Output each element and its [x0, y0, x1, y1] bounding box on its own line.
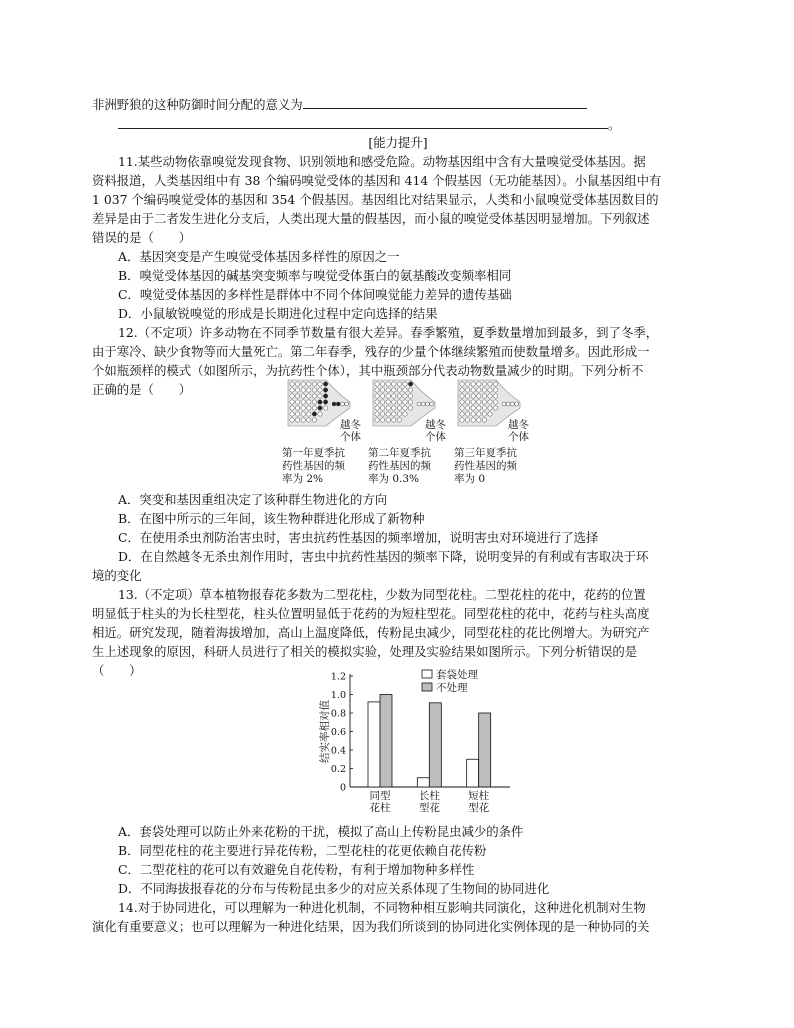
- winter-label: 个体: [425, 431, 446, 443]
- intro-text: 非洲野狼的这种防御时间分配的意义为: [92, 97, 303, 112]
- individual: [307, 406, 311, 410]
- individual: [477, 406, 481, 410]
- winter-individual: [421, 402, 425, 406]
- individual: [397, 412, 401, 416]
- individual: [477, 394, 481, 398]
- q13-line: 明显低于柱头的为长柱型花，柱头位置明显低于花药的为短柱型花。同型花柱的花中，花药与柱头高度: [92, 606, 650, 621]
- individual: [386, 400, 390, 404]
- individual: [471, 382, 475, 386]
- legend-swatch: [422, 683, 432, 691]
- individual: [375, 394, 379, 398]
- individual: [312, 418, 316, 422]
- legend-label: 套袋处理: [436, 669, 478, 681]
- category-label: 型花: [468, 802, 490, 814]
- q12-line: 正确的是（ ）: [92, 382, 192, 397]
- individual: [477, 418, 481, 422]
- individual: [403, 394, 407, 398]
- category-label: 型花: [418, 802, 440, 814]
- individual: [386, 418, 390, 422]
- individual: [403, 382, 407, 386]
- individual: [301, 394, 305, 398]
- individual: [307, 412, 311, 416]
- q11-line: 错误的是（ ）: [92, 230, 192, 245]
- y-tick-label: 1.2: [330, 671, 346, 683]
- individual: [471, 388, 475, 392]
- individual: [493, 406, 497, 410]
- figure-caption: 药性基因的频: [282, 460, 345, 472]
- individual: [295, 394, 299, 398]
- bar: [467, 759, 479, 787]
- q11-line: 资料报道，人类基因组中有 38 个编码嗅觉受体的基因和 414 个假基因（无功能基因）。小鼠基因组中有: [92, 173, 662, 188]
- individual: [471, 406, 475, 410]
- individual: [465, 400, 469, 404]
- category-label: 短柱: [468, 790, 490, 802]
- y-tick-label: 1.0: [330, 690, 346, 701]
- bar: [380, 695, 392, 788]
- individual: [397, 400, 401, 404]
- individual: [290, 406, 294, 410]
- individual: [488, 406, 492, 410]
- q12-option-b: B．在图中所示的三年间，该生物种群进化形成了新物种: [118, 511, 425, 526]
- y-axis-label: 结实率相对值: [319, 700, 331, 763]
- individual: [397, 418, 401, 422]
- individual: [318, 412, 322, 416]
- individual: [488, 400, 492, 404]
- individual: [307, 418, 311, 422]
- individual: [290, 382, 294, 386]
- individual: [465, 406, 469, 410]
- winter-individual: [515, 402, 519, 406]
- individual: [380, 418, 384, 422]
- individual: [460, 412, 464, 416]
- bottleneck-figure: [280, 376, 550, 488]
- individual: [380, 394, 384, 398]
- individual: [307, 382, 311, 386]
- category-label: 长柱: [418, 790, 440, 802]
- individual: [488, 394, 492, 398]
- q13-line: 相近。研究发现，随着海拔增加，高山上温度降低，传粉昆虫减少，同型花柱的花比例增大。为研究产: [92, 625, 650, 640]
- individual: [295, 406, 299, 410]
- individual: [403, 400, 407, 404]
- individual: [312, 406, 316, 410]
- individual: [380, 412, 384, 416]
- q12-line: 个如瓶颈样的模式（如图所示，为抗药性个体），其中瓶颈部分代表动物数量减少的时期。下列分析不: [92, 363, 644, 378]
- bar-chart: [310, 666, 520, 820]
- q13-line: 生上述现象的原因，科研人员进行了相关的模拟实验，处理及实验结果如图所示。下列分析错误的是: [92, 644, 638, 659]
- figure-caption: 第三年夏季抗: [454, 447, 517, 459]
- winter-individual: [510, 402, 514, 406]
- individual: [482, 412, 486, 416]
- individual: [460, 418, 464, 422]
- individual: [323, 406, 327, 410]
- bar: [368, 702, 380, 787]
- individual: [408, 406, 412, 410]
- individual: [380, 388, 384, 392]
- winter-individual: [340, 402, 344, 406]
- individual: [301, 412, 305, 416]
- individual: [408, 400, 412, 404]
- individual: [403, 388, 407, 392]
- individual: [482, 394, 486, 398]
- resistant-individual: [323, 394, 327, 398]
- individual: [460, 394, 464, 398]
- individual: [295, 412, 299, 416]
- individual: [375, 388, 379, 392]
- figure-caption: 率为 0: [454, 473, 486, 485]
- individual: [312, 382, 316, 386]
- q14-line: 14.对于协同进化，可以理解为一种进化机制，不同物种相互影响共同演化，这种进化机制对生物: [118, 900, 646, 915]
- q13-line: 13.（不定项）草本植物报春花多数为二型花柱，少数为同型花柱。二型花柱的花中，花药的位置: [118, 587, 646, 602]
- category-label: 花柱: [369, 802, 391, 814]
- bar: [479, 713, 491, 787]
- individual: [493, 400, 497, 404]
- individual: [482, 406, 486, 410]
- individual: [397, 406, 401, 410]
- individual: [392, 406, 396, 410]
- individual: [397, 382, 401, 386]
- individual: [408, 394, 412, 398]
- winter-individual: [417, 402, 421, 406]
- individual: [375, 412, 379, 416]
- individual: [493, 388, 497, 392]
- y-tick-label: 0.4: [330, 745, 346, 757]
- individual: [465, 382, 469, 386]
- individual: [465, 394, 469, 398]
- resistant-individual: [318, 406, 322, 410]
- y-tick-label: 0.6: [330, 727, 346, 738]
- individual: [465, 412, 469, 416]
- q13-option-d: D．不同海拔报春花的分布与传粉昆虫多少的对应关系体现了生物间的协同进化: [118, 881, 550, 896]
- individual: [318, 394, 322, 398]
- individual: [397, 388, 401, 392]
- figure-caption: 第一年夏季抗: [282, 447, 345, 459]
- individual: [408, 388, 412, 392]
- individual: [482, 382, 486, 386]
- q12-option-c: C．在使用杀虫剂防治害虫时，害虫抗药性基因的频率增加，说明害虫对环境进行了选择: [118, 530, 599, 545]
- q11-line: 差异是由于二者发生进化分支后，人类出现大量的假基因，而小鼠的嗅觉受体基因明显增加。下列叙述: [92, 211, 650, 226]
- q11-line: 11.某些动物依靠嗅觉发现食物、识别领地和感受危险。动物基因组中含有大量嗅觉受体基因。据: [118, 154, 646, 169]
- individual: [295, 388, 299, 392]
- individual: [380, 400, 384, 404]
- individual: [380, 406, 384, 410]
- individual: [301, 418, 305, 422]
- individual: [307, 388, 311, 392]
- individual: [477, 400, 481, 404]
- individual: [477, 382, 481, 386]
- answer-blank[interactable]: [303, 96, 587, 109]
- individual: [386, 382, 390, 386]
- figure-caption: 率为 0.3%: [368, 473, 420, 485]
- individual: [301, 382, 305, 386]
- individual: [471, 412, 475, 416]
- individual: [392, 382, 396, 386]
- individual: [295, 400, 299, 404]
- individual: [460, 406, 464, 410]
- winter-individual: [336, 402, 340, 406]
- individual: [488, 388, 492, 392]
- resistant-individual: [323, 400, 327, 404]
- individual: [375, 382, 379, 386]
- y-tick-label: 0.2: [330, 764, 346, 775]
- winter-label: 个体: [340, 431, 361, 443]
- individual: [295, 382, 299, 386]
- individual: [301, 400, 305, 404]
- q11-option-b: B．嗅觉受体基因的碱基突变频率与嗅觉受体蛋白的氨基酸改变频率相同: [118, 268, 512, 283]
- individual: [312, 388, 316, 392]
- individual: [301, 406, 305, 410]
- answer-blank[interactable]: [118, 116, 608, 129]
- q11-line: 1 037 个编码嗅觉受体的基因和 354 个假基因。基因组比对结果显示，人类和小鼠嗅觉受体基因数目的: [92, 192, 659, 207]
- resistant-individual: [408, 382, 412, 386]
- q14-line: 演化有重要意义；也可以理解为一种进化结果，因为我们所谈到的协同进化实例体现的是一种协同的关: [92, 919, 650, 934]
- figure-caption: 药性基因的频: [368, 460, 431, 472]
- q12-line: 12.（不定项）许多动物在不同季节数量有很大差异。春季繁殖，夏季数量增加到最多，到了冬季，: [118, 325, 659, 340]
- q12-option-d-cont: 境的变化: [92, 568, 142, 583]
- individual: [471, 418, 475, 422]
- individual: [386, 406, 390, 410]
- individual: [392, 412, 396, 416]
- q11-option-a: A．基因突变是产生嗅觉受体基因多样性的原因之一: [118, 249, 400, 264]
- individual: [386, 412, 390, 416]
- individual: [392, 418, 396, 422]
- category-label: 同型: [369, 790, 391, 802]
- winter-label: 越冬: [425, 419, 446, 431]
- individual: [375, 400, 379, 404]
- individual: [392, 400, 396, 404]
- individual: [482, 400, 486, 404]
- bar: [429, 703, 441, 787]
- q13-option-c: C．二型花柱的花可以有效避免自花传粉，有利于增加物种多样性: [118, 862, 475, 877]
- individual: [290, 400, 294, 404]
- individual: [290, 394, 294, 398]
- individual: [386, 394, 390, 398]
- individual: [307, 400, 311, 404]
- q13-option-b: B．同型花柱的花主要进行异花传粉，二型花柱的花更依赖自花传粉: [118, 843, 487, 858]
- winter-label: 越冬: [508, 419, 529, 431]
- individual: [477, 388, 481, 392]
- winter-label: 个体: [508, 431, 529, 443]
- individual: [493, 394, 497, 398]
- individual: [403, 406, 407, 410]
- individual: [471, 394, 475, 398]
- resistant-individual: [318, 400, 322, 404]
- individual: [392, 394, 396, 398]
- resistant-individual: [312, 412, 316, 416]
- individual: [477, 412, 481, 416]
- individual: [375, 418, 379, 422]
- individual: [312, 400, 316, 404]
- individual: [318, 388, 322, 392]
- individual: [312, 394, 316, 398]
- individual: [301, 388, 305, 392]
- individual: [375, 406, 379, 410]
- individual: [465, 418, 469, 422]
- q11-option-d: D．小鼠敏锐嗅觉的形成是长期进化过程中定向选择的结果: [118, 306, 438, 321]
- individual: [295, 418, 299, 422]
- intro-line-1: [92, 95, 704, 114]
- q12-line: 由于寒冷、缺少食物等而大量死亡。第二年春季，残存的少量个体继续繁殖而使数量增多。因此形成一: [92, 344, 650, 359]
- individual: [403, 412, 407, 416]
- q13-option-a: A．套袋处理可以防止外来花粉的干扰，模拟了高山上传粉昆虫减少的条件: [118, 824, 524, 839]
- legend-label: 不处理: [436, 682, 468, 694]
- individual: [397, 394, 401, 398]
- winter-individual: [345, 402, 349, 406]
- winter-individual: [332, 402, 336, 406]
- bar: [417, 778, 429, 787]
- winter-individual: [425, 402, 429, 406]
- winter-label: 越冬: [340, 419, 361, 431]
- individual: [380, 382, 384, 386]
- individual: [482, 418, 486, 422]
- resistant-individual: [323, 388, 327, 392]
- q11-option-c: C．嗅觉受体基因的多样性是群体中不同个体间嗅觉能力差异的遗传基础: [118, 287, 512, 302]
- intro-line-2: [118, 115, 730, 134]
- individual: [290, 418, 294, 422]
- winter-individual: [502, 402, 506, 406]
- winter-individual: [506, 402, 510, 406]
- figure-caption: 第二年夏季抗: [368, 447, 431, 459]
- individual: [465, 388, 469, 392]
- individual: [392, 388, 396, 392]
- individual: [307, 394, 311, 398]
- figure-caption: 药性基因的频: [454, 460, 517, 472]
- q12-option-d: D．在自然越冬无杀虫剂作用时，害虫中抗药性基因的频率下降，说明变异的有利或有害取决于环: [118, 549, 649, 564]
- y-tick-label: 0: [339, 782, 346, 794]
- individual: [460, 382, 464, 386]
- q13-line: （ ）: [92, 663, 142, 678]
- legend-swatch: [422, 670, 432, 678]
- individual: [471, 400, 475, 404]
- section-title: [能力提升]: [368, 135, 428, 150]
- individual: [318, 382, 322, 386]
- individual: [488, 412, 492, 416]
- q12-option-a: A．突变和基因重组决定了该种群生物进化的方向: [118, 492, 388, 507]
- individual: [290, 412, 294, 416]
- period: 。: [608, 117, 621, 132]
- resistant-individual: [323, 382, 327, 386]
- individual: [482, 388, 486, 392]
- individual: [460, 388, 464, 392]
- individual: [290, 388, 294, 392]
- figure-caption: 率为 2%: [282, 473, 323, 485]
- individual: [460, 400, 464, 404]
- winter-individual: [430, 402, 434, 406]
- y-tick-label: 0.8: [330, 708, 346, 720]
- individual: [386, 388, 390, 392]
- individual: [488, 382, 492, 386]
- individual: [493, 382, 497, 386]
